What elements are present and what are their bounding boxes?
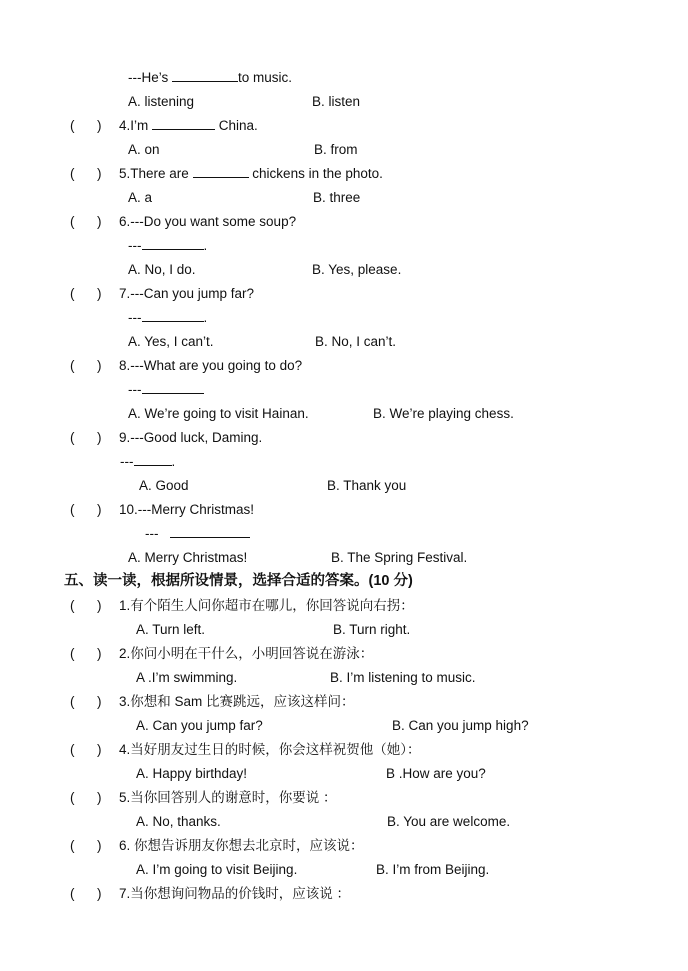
question-text: China. — [215, 118, 258, 133]
p5-q2-option-b[interactable]: B. I’m listening to music. — [330, 670, 476, 685]
p5-q6-option-a[interactable]: A. I’m going to visit Beijing. — [136, 862, 298, 877]
p5-q2-option-a[interactable]: A .I’m swimming. — [136, 670, 238, 685]
p5-q3-option-b[interactable]: B. Can you jump high? — [392, 718, 529, 733]
q7-question: 7.---Can you jump far? — [119, 286, 255, 301]
q5-question — [119, 165, 383, 183]
dialog-text: . — [203, 238, 208, 253]
q10-option-a[interactable]: A. Merry Christmas! — [128, 550, 248, 565]
p5-q1-question: 1.有个陌生人问你超市在哪儿，你回答说向右拐： — [119, 598, 414, 613]
p5-q5-option-b[interactable]: B. You are welcome. — [387, 814, 511, 829]
q4-option-a[interactable]: A. on — [128, 142, 160, 157]
q8-dialog — [128, 381, 204, 399]
answer-blank[interactable] — [172, 69, 238, 82]
answer-paren[interactable]: ( ) — [70, 838, 102, 853]
q6-dialog — [128, 237, 207, 255]
q10-dialog — [145, 525, 250, 543]
p5-q6-question: 6. 你想告诉朋友你想去北京时，应该说： — [119, 838, 364, 853]
q10-question: 10.---Merry Christmas! — [119, 502, 255, 517]
answer-paren[interactable]: ( ) — [70, 502, 102, 517]
answer-blank[interactable] — [152, 117, 215, 130]
p5-q5-question: 5.当你回答别人的谢意时，你要说 ： — [119, 790, 337, 805]
answer-blank[interactable] — [142, 237, 204, 250]
answer-paren[interactable]: ( ) — [70, 214, 102, 229]
q6-question: 6.---Do you want some soup? — [119, 214, 297, 229]
answer-paren[interactable]: ( ) — [70, 790, 102, 805]
answer-paren[interactable]: ( ) — [70, 430, 102, 445]
dialog-text: --- — [128, 382, 142, 397]
question-text: 5.There are — [119, 166, 193, 181]
section-title: 五、读一读，根据所设情景，选择合适的答案。(10 分) — [64, 573, 413, 589]
dialog-text: to music. — [238, 70, 293, 85]
answer-paren[interactable]: ( ) — [70, 598, 102, 613]
q8-option-b[interactable]: B. We’re playing chess. — [373, 406, 514, 421]
p5-q5-option-a[interactable]: A. No, thanks. — [136, 814, 221, 829]
dialog-text: . — [203, 310, 208, 325]
answer-paren[interactable]: ( ) — [70, 286, 102, 301]
q6-option-a[interactable]: A. No, I do. — [128, 262, 196, 277]
answer-blank[interactable] — [142, 381, 204, 394]
q10-option-b[interactable]: B. The Spring Festival. — [331, 550, 468, 565]
dialog-text: . — [171, 454, 176, 469]
p5-q3-option-a[interactable]: A. Can you jump far? — [136, 718, 263, 733]
p5-q3-question: 3.你想和 Sam 比赛跳远，应该这样问： — [119, 694, 355, 709]
q3-option-a[interactable]: A. listening — [128, 94, 195, 109]
answer-paren[interactable]: ( ) — [70, 694, 102, 709]
q5-option-b[interactable]: B. three — [313, 190, 361, 205]
answer-paren[interactable]: ( ) — [70, 742, 102, 757]
q5-option-a[interactable]: A. a — [128, 190, 153, 205]
p5-q1-option-b[interactable]: B. Turn right. — [333, 622, 411, 637]
dialog-text: --- — [128, 238, 142, 253]
answer-paren[interactable]: ( ) — [70, 166, 102, 181]
q9-dialog — [120, 453, 175, 471]
answer-paren[interactable]: ( ) — [70, 886, 102, 901]
q4-option-b[interactable]: B. from — [314, 142, 358, 157]
answer-blank[interactable] — [142, 309, 204, 322]
q9-question: 9.---Good luck, Daming. — [119, 430, 263, 445]
answer-paren[interactable]: ( ) — [70, 646, 102, 661]
answer-paren[interactable]: ( ) — [70, 118, 102, 133]
q7-dialog — [128, 309, 207, 327]
answer-blank[interactable] — [170, 525, 250, 538]
q8-option-a[interactable]: A. We’re going to visit Hainan. — [128, 406, 309, 421]
q6-option-b[interactable]: B. Yes, please. — [312, 262, 402, 277]
q3-option-b[interactable]: B. listen — [312, 94, 361, 109]
q7-option-a[interactable]: A. Yes, I can’t. — [128, 334, 214, 349]
question-text: 4.I’m — [119, 118, 153, 133]
p5-q4-question: 4.当好朋友过生日的时候，你会这样祝贺他（她）： — [119, 742, 421, 757]
answer-blank[interactable] — [134, 453, 172, 466]
q3-dialog — [128, 69, 292, 87]
dialog-text: --- — [120, 454, 134, 469]
q4-question — [119, 117, 258, 135]
q9-option-a[interactable]: A. Good — [139, 478, 189, 493]
p5-q4-option-b[interactable]: B .How are you? — [386, 766, 486, 781]
question-text: chickens in the photo. — [248, 166, 383, 181]
p5-q4-option-a[interactable]: A. Happy birthday! — [136, 766, 248, 781]
q8-question: 8.---What are you going to do? — [119, 358, 303, 373]
p5-q6-option-b[interactable]: B. I’m from Beijing. — [376, 862, 490, 877]
dialog-text: ---He’s — [128, 70, 173, 85]
dialog-text: --- — [145, 526, 159, 541]
p5-q7-question: 7.当你想询问物品的价钱时，应该说 ： — [119, 886, 351, 901]
p5-q2-question: 2.你问小明在干什么，小明回答说在游泳： — [119, 646, 374, 661]
p5-q1-option-a[interactable]: A. Turn left. — [136, 622, 206, 637]
q9-option-b[interactable]: B. Thank you — [327, 478, 407, 493]
dialog-text: --- — [128, 310, 142, 325]
answer-blank[interactable] — [193, 165, 249, 178]
q7-option-b[interactable]: B. No, I can’t. — [315, 334, 397, 349]
answer-paren[interactable]: ( ) — [70, 358, 102, 373]
